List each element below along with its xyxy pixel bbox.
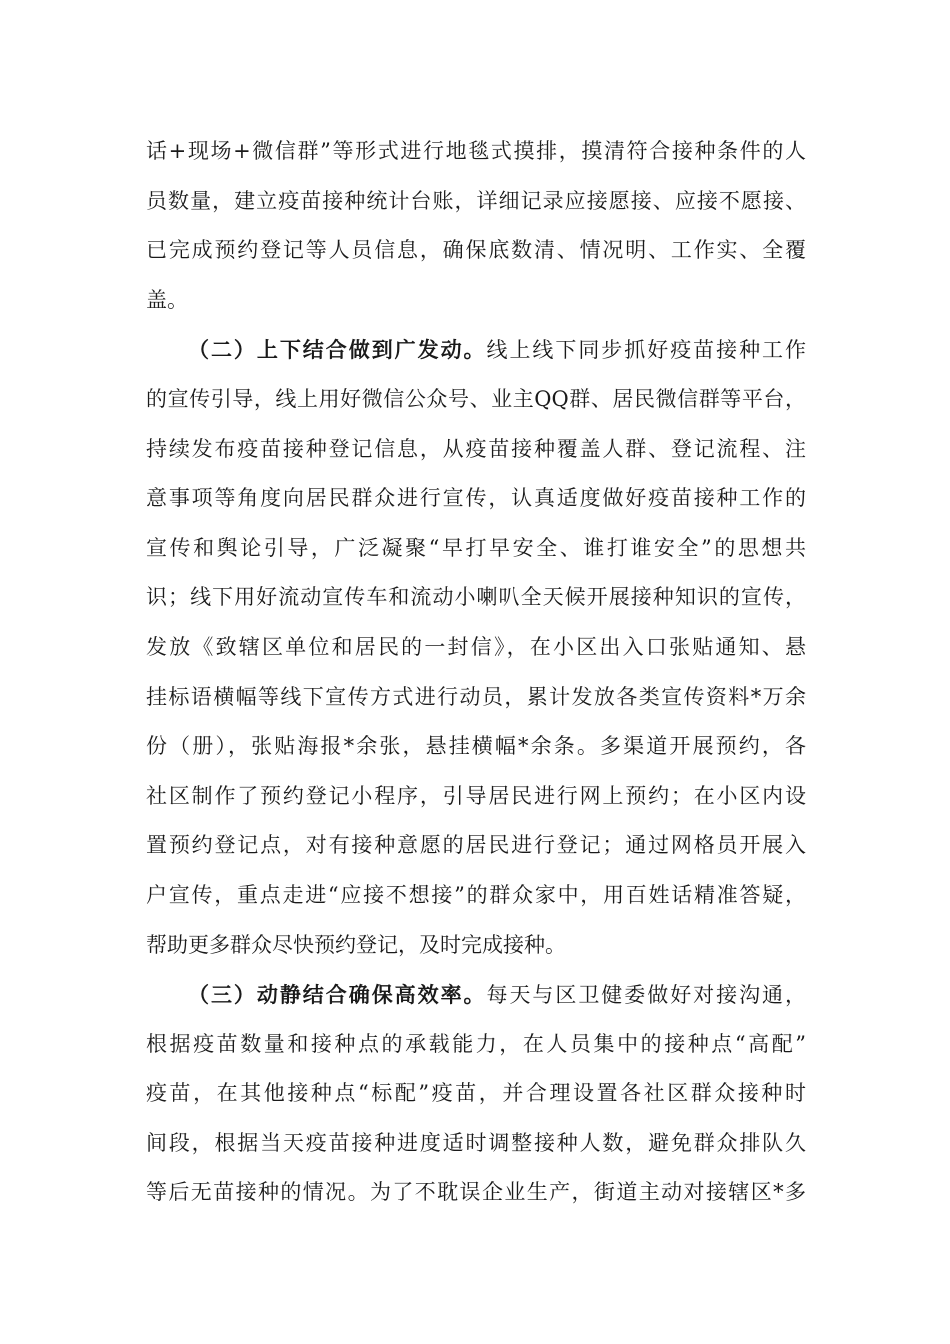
section-heading-3: （三）动静结合确保高效率。	[188, 982, 487, 1008]
text-line: 置预约登记点，对有接种意愿的居民进行登记；通过网格员开展入	[146, 833, 806, 858]
text-span: 每天与区卫健委做好对接沟通，	[486, 983, 806, 1008]
text-line: 识；线下用好流动宣传车和流动小喇叭全天候开展接种知识的宣传，	[146, 585, 806, 610]
text-line: 帮助更多群众尽快预约登记，及时完成接种。	[146, 932, 566, 957]
text-line: 挂标语横幅等线下宣传方式进行动员，累计发放各类宣传资料*万余	[146, 684, 806, 709]
text-line: 的宣传引导，线上用好微信公众号、业主QQ群、居民微信群等平台，	[146, 386, 806, 411]
text-line: 意事项等角度向居民群众进行宣传，认真适度做好疫苗接种工作的	[146, 486, 806, 511]
text-line: 盖。	[146, 287, 188, 312]
text-line: 社区制作了预约登记小程序，引导居民进行网上预约；在小区内设	[146, 783, 806, 808]
section-heading-2: （二）上下结合做到广发动。	[188, 337, 487, 363]
text-line: 发放《致辖区单位和居民的一封信》，在小区出入口张贴通知、悬	[146, 634, 806, 659]
text-line: 等后无苗接种的情况。为了不耽误企业生产，街道主动对接辖区*多	[146, 1180, 806, 1205]
text-line: 话+现场+微信群”等形式进行地毯式摸排，摸清符合接种条件的人	[146, 139, 806, 163]
text-line: 户宣传，重点走进“应接不想接”的群众家中，用百姓话精准答疑，	[146, 882, 806, 907]
document-body	[146, 127, 806, 1218]
text-line: 宣传和舆论引导，广泛凝聚“早打早安全、谁打谁安全”的思想共	[146, 535, 806, 560]
text-line: 持续发布疫苗接种登记信息，从疫苗接种覆盖人群、登记流程、注	[146, 436, 806, 461]
paragraph-first-line	[146, 325, 806, 375]
text-line: 间段，根据当天疫苗接种进度适时调整接种人数，避免群众排队久	[146, 1130, 806, 1155]
text-line: 疫苗，在其他接种点“标配”疫苗，并合理设置各社区群众接种时	[146, 1081, 806, 1106]
text-line: 已完成预约登记等人员信息，确保底数清、情况明、工作实、全覆	[146, 238, 806, 263]
text-line: 员数量，建立疫苗接种统计台账，详细记录应接愿接、应接不愿接、	[146, 188, 806, 213]
paragraph-first-line	[146, 970, 806, 1020]
text-line: 份（册），张贴海报*余张，悬挂横幅*余条。多渠道开展预约，各	[146, 734, 806, 759]
text-span: 线上线下同步抓好疫苗接种工作	[486, 338, 806, 363]
text-line: 根据疫苗数量和接种点的承载能力，在人员集中的接种点“高配”	[146, 1031, 806, 1056]
